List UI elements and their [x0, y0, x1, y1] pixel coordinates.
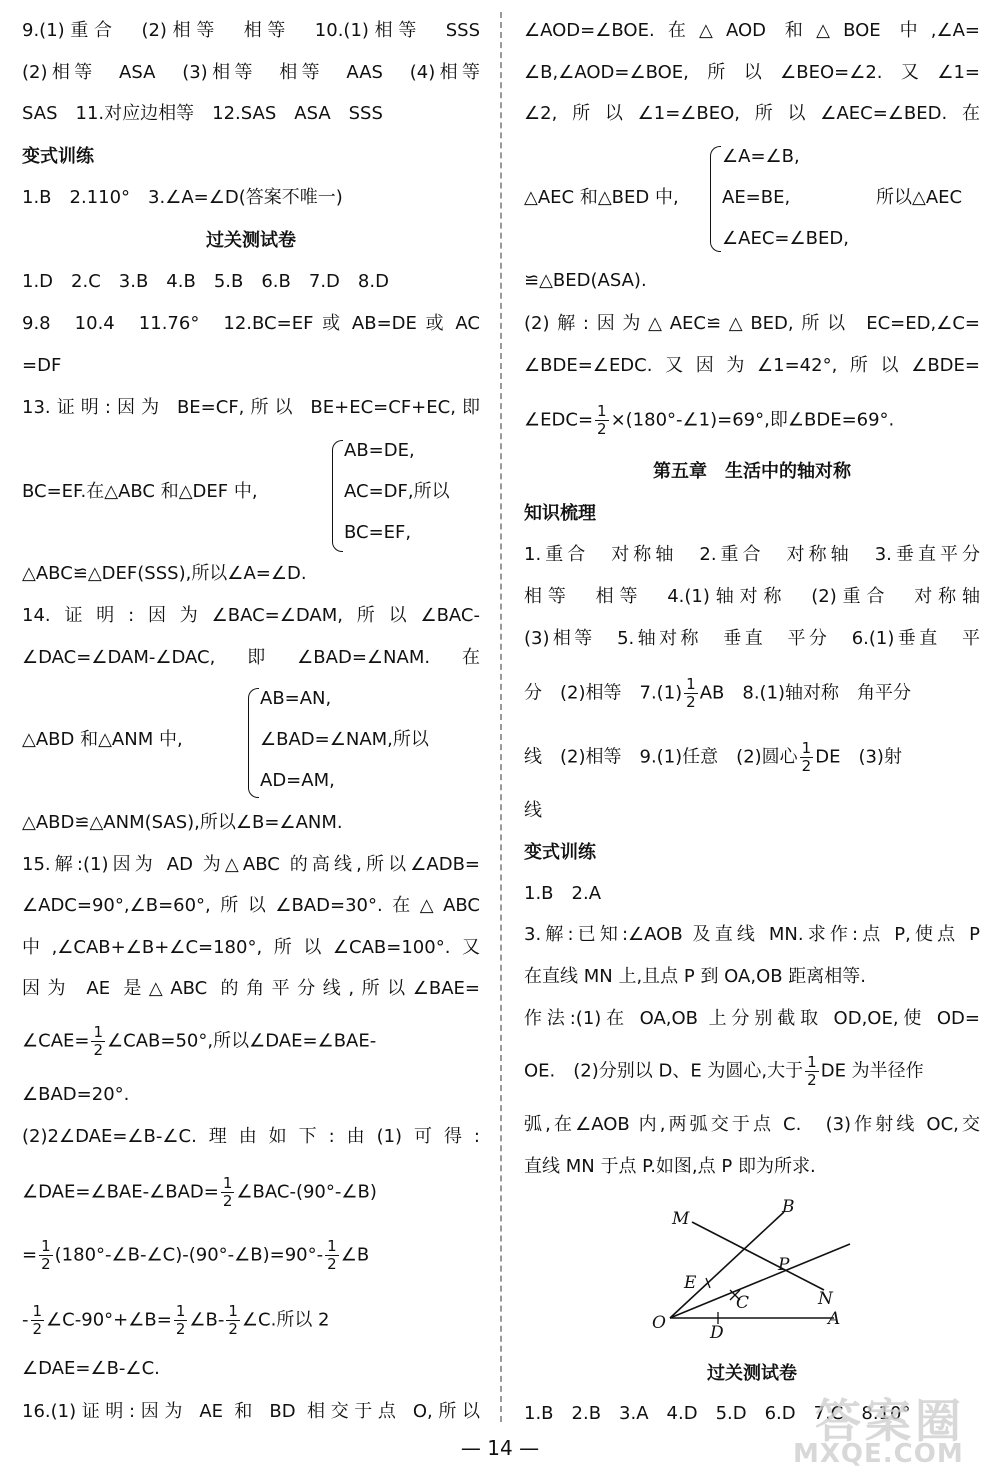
- brace-item: AB=DE,: [344, 440, 415, 461]
- answer-line: 3.解:已知:∠AOB 及直线 MN.求作:点 P,使点 P: [524, 924, 980, 945]
- answer-line: △AEC 和△BED 中,: [524, 187, 679, 208]
- answer-line: 相等 相等 4.(1)轴对称 (2)重合 对称轴: [524, 586, 980, 607]
- answer-line: 1.重合 对称轴 2.重合 对称轴 3.垂直平分: [524, 544, 980, 565]
- answer-line: ∠BDE=∠EDC.又因为∠1=42°,所以∠BDE=: [524, 355, 980, 376]
- brace-item: AE=BE,: [722, 187, 791, 208]
- fraction-numerator: 1: [597, 402, 607, 420]
- watermark-url: MXQE.COM: [793, 1439, 964, 1469]
- answer-line: (2)相等 ASA (3)相等 相等 AAS (4)相等: [22, 62, 480, 83]
- answer-line: [22, 1238, 369, 1273]
- answer-line: (2)2∠DAE=∠B-∠C.理由如下:由(1)可得:: [22, 1126, 480, 1147]
- fraction: [800, 740, 814, 775]
- brace-item: AD=AM,: [260, 770, 335, 791]
- answer-line: 9.8 10.4 11.76° 12.BC=EF 或 AB=DE 或 AC: [22, 313, 480, 334]
- fraction: [174, 1303, 188, 1338]
- answer-line: 16.(1)证明:因为 AE 和 BD 相交于点 O,所以: [22, 1401, 480, 1422]
- fraction-denominator: 2: [801, 757, 812, 775]
- answer-line: 13.证明:因为 BE=CF,所以 BE+EC=CF+EC,即: [22, 397, 480, 418]
- answer-line: △ABD 和△ANM 中,: [22, 729, 183, 750]
- answer-line: ∠DAE=∠B-∠C.: [22, 1358, 160, 1379]
- answer-line: (3)相等 5.轴对称 垂直 平分 6.(1)垂直 平: [524, 628, 980, 649]
- fraction-denominator: 2: [41, 1255, 51, 1273]
- label-m: M: [672, 1209, 690, 1229]
- label-d: D: [710, 1323, 724, 1343]
- section-heading-test: 过关测试卷: [206, 230, 296, 251]
- brace: [332, 440, 343, 552]
- answer-line: ≌△BED(ASA).: [524, 270, 647, 291]
- fraction-numerator: 1: [222, 1174, 233, 1192]
- brace-item: ∠A=∠B,: [722, 146, 800, 167]
- fraction-denominator: 2: [222, 1192, 233, 1210]
- section-heading-variant: 变式训练: [524, 842, 596, 863]
- label-a: A: [828, 1309, 841, 1329]
- answer-line: ∠ADC=90°,∠B=60°,所以∠BAD=30°.在△ABC: [22, 895, 480, 916]
- answer-line: ∠AOD=∠BOE.在△AOD 和△BOE 中,∠A=: [524, 20, 980, 41]
- text-fragment: =: [22, 1244, 38, 1266]
- answer-line: [524, 403, 894, 438]
- fraction-numerator: 1: [327, 1237, 337, 1255]
- fraction-denominator: 2: [32, 1320, 43, 1338]
- fraction-denominator: 2: [686, 693, 696, 711]
- fraction-denominator: 2: [597, 420, 607, 438]
- answer-line: ∠BAD=20°.: [22, 1084, 130, 1105]
- fraction-denominator: 2: [93, 1041, 104, 1059]
- answer-line: 在直线 MN 上,且点 P 到 OA,OB 距离相等.: [524, 966, 867, 987]
- label-p: P: [778, 1255, 790, 1275]
- page-number: — 14 —: [460, 1436, 540, 1460]
- chapter-title: 第五章 生活中的轴对称: [653, 461, 851, 482]
- answer-line: 14.证明:因为∠BAC=∠DAM,所以∠BAC-: [22, 605, 480, 626]
- fraction: [325, 1238, 339, 1273]
- answer-line: 9.(1)重合 (2)相等 相等 10.(1)相等 SSS: [22, 20, 480, 41]
- answer-line: 1.B 2.110° 3.∠A=∠D(答案不唯一): [22, 187, 343, 208]
- text-fragment: DE (3)射: [815, 746, 902, 768]
- fraction-numerator: 1: [41, 1237, 51, 1255]
- answer-line: 1.B 2.A: [524, 883, 602, 904]
- answer-line: △ABD≌△ANM(SAS),所以∠B=∠ANM.: [22, 812, 343, 833]
- watermark-logo-text: 答案圈: [815, 1394, 965, 1448]
- answer-line: △ABC≌△DEF(SSS),所以∠A=∠D.: [22, 563, 307, 584]
- label-b: B: [782, 1197, 795, 1217]
- column-divider: [500, 12, 502, 1422]
- text-fragment: AB 8.(1)轴对称 角平分: [699, 682, 912, 704]
- answer-line: 1.D 2.C 3.B 4.B 5.B 6.B 7.D 8.D: [22, 271, 389, 292]
- answer-line: 1.B 2.B 3.A 4.D 5.D 6.D 7.C 8.10°: [524, 1403, 911, 1424]
- answer-line: 15.解:(1)因为 AD 为△ABC 的高线,所以∠ADB=: [22, 854, 480, 875]
- text-fragment: ∠CAB=50°,所以∠DAE=∠BAE-: [107, 1030, 377, 1052]
- label-c: C: [736, 1293, 750, 1313]
- fraction: [91, 1024, 105, 1059]
- fraction-denominator: 2: [175, 1320, 186, 1338]
- fraction-denominator: 2: [807, 1071, 817, 1089]
- answer-line: 直线 MN 于点 P.如图,点 P 即为所求.: [524, 1156, 816, 1177]
- text-fragment: ∠EDC=: [524, 409, 594, 431]
- label-e: E: [684, 1273, 697, 1293]
- brace-item: AC=DF,所以: [344, 481, 450, 502]
- fraction-numerator: 1: [686, 675, 696, 693]
- text-fragment: ∠B: [340, 1244, 370, 1266]
- text-fragment: ∠B-: [189, 1309, 225, 1331]
- answer-line: SAS 11.对应边相等 12.SAS ASA SSS: [22, 103, 383, 124]
- answer-line: 所以△AEC: [876, 187, 963, 208]
- text-fragment: ∠C-90°+∠B=: [46, 1309, 172, 1331]
- text-fragment: 分 (2)相等 7.(1): [524, 682, 683, 704]
- answer-line: (2)解:因为△AEC≌△BED,所以 EC=ED,∠C=: [524, 313, 980, 334]
- brace: [248, 688, 259, 798]
- text-fragment: ×(180°-∠1)=69°,即∠BDE=69°.: [610, 409, 895, 431]
- brace-item: BC=EF,: [344, 522, 412, 543]
- answer-line: 中,∠CAB+∠B+∠C=180°,所以∠CAB=100°.又: [22, 937, 480, 958]
- answer-line: =DF: [22, 355, 62, 376]
- answer-line: [22, 1303, 330, 1338]
- answer-line: 弧,在∠AOB 内,两弧交于点 C. (3)作射线 OC,交: [524, 1114, 980, 1135]
- section-heading-variant: 变式训练: [22, 146, 94, 167]
- answer-line: [22, 1024, 376, 1059]
- text-fragment: ∠CAE=: [22, 1030, 90, 1052]
- text-fragment: DE 为半径作: [820, 1060, 924, 1082]
- text-fragment: (180°-∠B-∠C)-(90°-∠B)=90°-: [54, 1244, 324, 1266]
- answer-line: ∠2,所以∠1=∠BEO,所以∠AEC=∠BED.在: [524, 103, 980, 124]
- fraction-numerator: 1: [93, 1023, 104, 1041]
- text-fragment: ∠DAE=∠BAE-∠BAD=: [22, 1181, 219, 1203]
- brace-item: ∠BAD=∠NAM,所以: [260, 729, 429, 750]
- answer-line: [22, 1175, 377, 1210]
- answer-line: [524, 1054, 980, 1089]
- label-n: N: [818, 1289, 833, 1309]
- fraction: [805, 1054, 819, 1089]
- answer-line: 线: [524, 800, 542, 821]
- answer-line: 作法:(1)在 OA,OB 上分别截取 OD,OE,使 OD=: [524, 1008, 980, 1029]
- fraction-denominator: 2: [228, 1320, 238, 1338]
- fraction-numerator: 1: [175, 1302, 186, 1320]
- answer-line: [524, 676, 980, 711]
- answer-line: 因为 AE 是△ABC 的角平分线,所以∠BAE=: [22, 978, 480, 999]
- text-fragment: OE. (2)分别以 D、E 为圆心,大于: [524, 1060, 804, 1082]
- construction-diagram: [652, 1194, 892, 1344]
- text-fragment: ∠BAC-(90°-∠B): [236, 1181, 377, 1203]
- fraction-numerator: 1: [801, 739, 812, 757]
- fraction: [31, 1303, 45, 1338]
- section-heading-knowledge: 知识梳理: [524, 503, 596, 524]
- brace: [710, 146, 721, 252]
- text-fragment: ∠C.所以 2: [241, 1309, 330, 1331]
- fraction-numerator: 1: [32, 1302, 43, 1320]
- answer-line: ∠DAC=∠DAM-∠DAC,即∠BAD=∠NAM.在: [22, 647, 480, 668]
- fraction: [39, 1238, 53, 1273]
- fraction: [221, 1175, 235, 1210]
- brace-item: AB=AN,: [260, 688, 332, 709]
- fraction-denominator: 2: [327, 1255, 337, 1273]
- fraction: [226, 1303, 240, 1338]
- fraction-numerator: 1: [807, 1053, 817, 1071]
- watermark: [785, 1385, 990, 1475]
- fraction-numerator: 1: [228, 1302, 238, 1320]
- section-heading-test: 过关测试卷: [707, 1363, 797, 1384]
- text-fragment: -: [22, 1309, 29, 1331]
- answer-line: [524, 740, 980, 775]
- answer-line: BC=EF.在△ABC 和△DEF 中,: [22, 481, 258, 502]
- fraction: [595, 403, 609, 438]
- label-o: O: [652, 1313, 666, 1333]
- answer-line: ∠B,∠AOD=∠BOE,所以∠BEO=∠2.又∠1=: [524, 62, 980, 83]
- brace-item: ∠AEC=∠BED,: [722, 228, 849, 249]
- fraction: [684, 676, 698, 711]
- text-fragment: 线 (2)相等 9.(1)任意 (2)圆心: [524, 746, 798, 768]
